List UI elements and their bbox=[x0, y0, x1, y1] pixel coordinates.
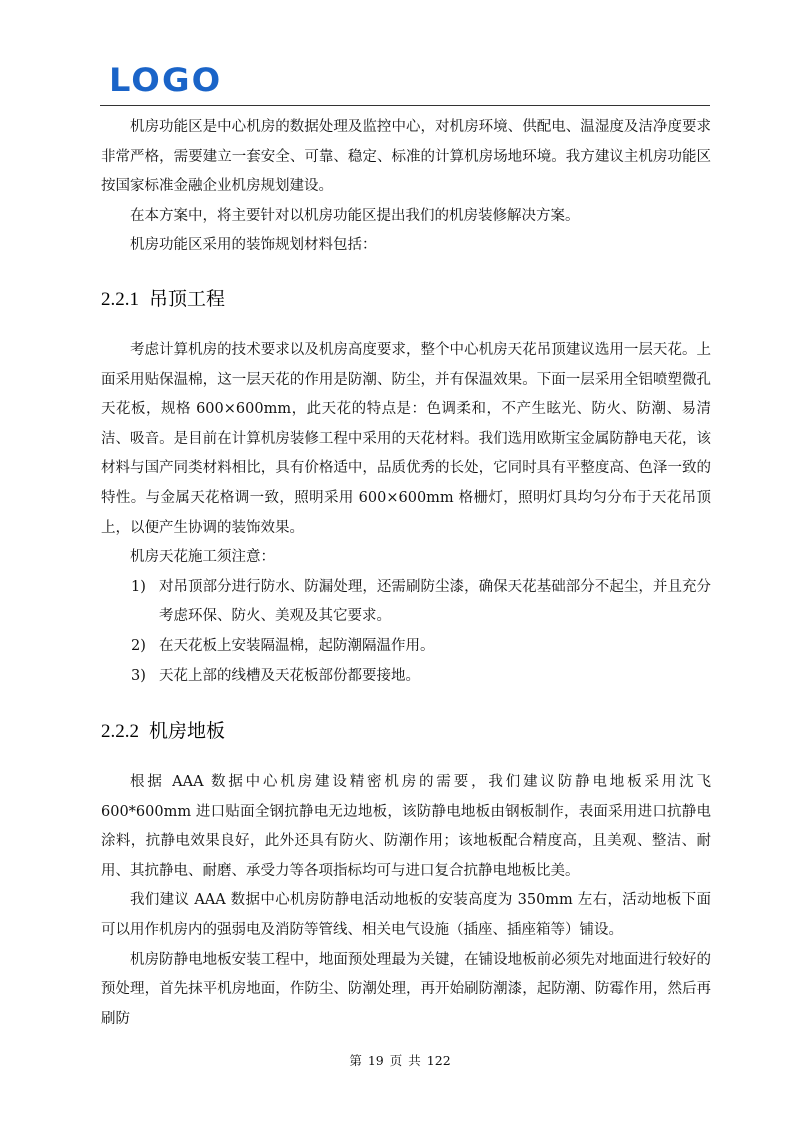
list-item bbox=[101, 573, 711, 632]
page-number: 19 bbox=[367, 1053, 384, 1068]
section-number: 2.2.1 bbox=[101, 288, 139, 310]
list-marker: 1) bbox=[131, 578, 146, 595]
list-item-text: 对吊顶部分进行防水、防漏处理，还需刷防尘漆，确保天花基础部分不起尘，并且充分考虑环保、防火、美观及其它要求。 bbox=[159, 578, 711, 625]
list-item-text: 在天花板上安装隔温棉，起防潮隔温作用。 bbox=[159, 637, 435, 654]
company-logo: LOGO bbox=[109, 61, 223, 99]
intro-paragraph-3: 机房功能区采用的装饰规划材料包括： bbox=[130, 237, 377, 254]
intro-paragraph-2: 在本方案中，将主要针对以机房功能区提出我们的机房装修解决方案。 bbox=[130, 207, 580, 224]
section-title: 吊顶工程 bbox=[149, 287, 226, 310]
floor-paragraph-1: 根据 AAA 数据中心机房建设精密机房的需要，我们建议防静电地板采用沈飞 600*600mm 进口贴面全钢抗静电无边地板，该防静电地板由钢板制作，表面采用进口抗静电涂料，抗静电效果良好，此外还具有防火、防潮作用；该地板配合精度高，且美观、整洁、耐用、其抗静电、耐磨、承受力等各项指标均可与进口复合抗静电地板比美。 bbox=[101, 774, 711, 879]
list-item-text: 天花上部的线槽及天花板部份都要接地。 bbox=[159, 667, 420, 684]
floor-paragraph-3: 机房防静电地板安装工程中，地面预处理最为关键，在铺设地板前必须先对地面进行较好的预处理，首先抹平机房地面，作防尘、防潮处理，再开始刷防潮漆，起防潮、防霉作用，然后再刷防 bbox=[101, 951, 711, 1027]
section-heading-ceiling bbox=[101, 285, 711, 314]
ceiling-paragraph: 考虑计算机房的技术要求以及机房高度要求，整个中心机房天花吊顶建议选用一层天花。上面采用贴保温棉，这一层天花的作用是防潮、防尘，并有保温效果。下面一层采用全铝喷塑微孔天花板，规格 600×600mm，此天花的特点是：色调柔和，不产生眩光、防火、防潮、易清洁、吸音。是目前在计算机房装修工程中采用的天花材料。我们选用欧斯宝金属防静电天花，该材料与国产同类材料相比，具有价格适中，品质优秀的长处，它同时具有平整度高、色泽一致的特性。与金属天花格调一致，照明采用 600×600mm 格栅灯，照明灯具均匀分布于天花吊顶上，以便产生协调的装饰效果。 bbox=[101, 341, 711, 536]
section-title: 机房地板 bbox=[149, 720, 226, 743]
footer-label-di: 第 bbox=[349, 1053, 362, 1068]
footer-label-gong: 共 bbox=[408, 1053, 421, 1068]
intro-paragraph-1: 机房功能区是中心机房的数据处理及监控中心，对机房环境、供配电、温湿度及洁净度要求非常严格，需要建立一套安全、可靠、稳定、标准的计算机房场地环境。我方建议主机房功能区按国家标准金融企业机房规划建设。 bbox=[101, 119, 711, 195]
section-number: 2.2.2 bbox=[101, 721, 139, 743]
total-pages: 122 bbox=[426, 1053, 451, 1068]
header-divider bbox=[100, 105, 710, 106]
page-footer bbox=[0, 1052, 800, 1070]
page-body bbox=[101, 113, 711, 1034]
list-marker: 2) bbox=[131, 637, 146, 654]
section-heading-floor bbox=[101, 717, 711, 746]
ceiling-notes-title: 机房天花施工须注意： bbox=[130, 549, 275, 566]
list-marker: 3) bbox=[131, 667, 146, 684]
list-item bbox=[101, 662, 711, 692]
floor-paragraph-2: 我们建议 AAA 数据中心机房防静电活动地板的安装高度为 350mm 左右，活动地板下面可以用作机房内的强弱电及消防等管线、相关电气设施（插座、插座箱等）铺设。 bbox=[101, 892, 711, 939]
footer-label-ye: 页 bbox=[389, 1053, 403, 1068]
list-item bbox=[101, 632, 711, 662]
ceiling-notes-list bbox=[101, 573, 711, 691]
